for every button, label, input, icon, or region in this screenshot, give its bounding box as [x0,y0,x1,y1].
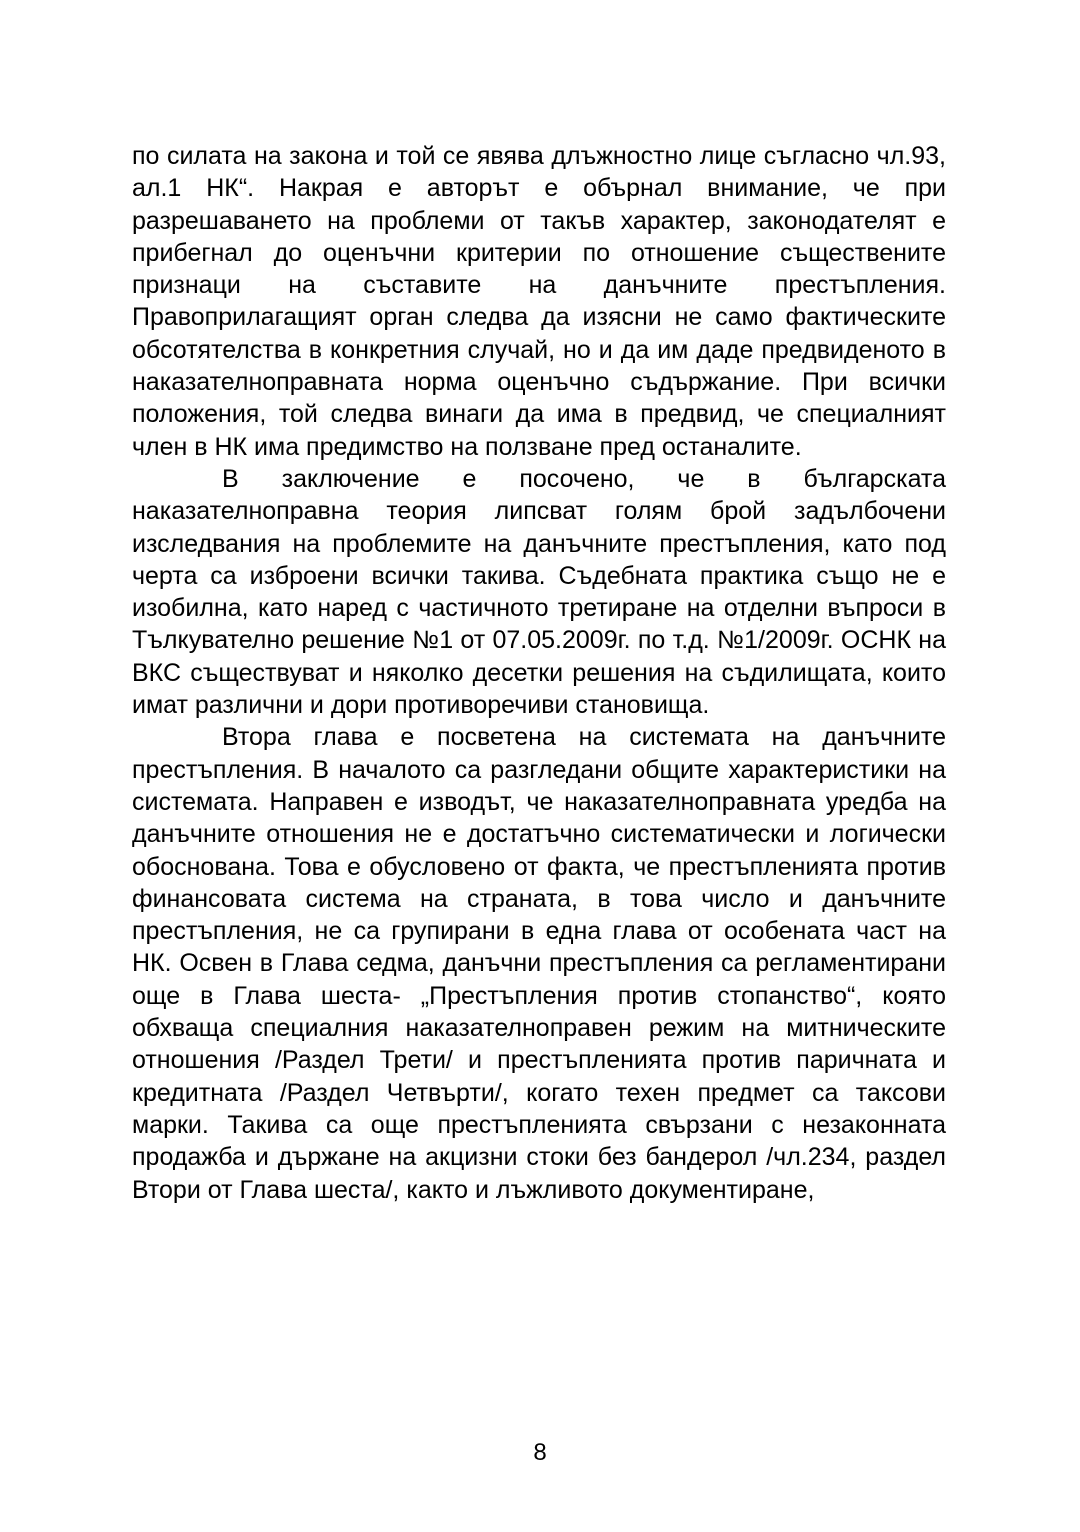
document-body [132,140,946,1206]
page-number: 8 [533,1439,547,1466]
paragraph-3: Втора глава е посветена на системата на данъчните престъпления. В началото са разгледани общите характеристики на системата. Направен е изводът, че наказателноправната уредба на данъчните отношения не е достатъчно систематически и логически обоснована. Това е обусловено от факта, че престъпленията против финансовата система на страната, в това число и данъчните престъпления, не са групирани в една глава от особената част на НК. Освен в Глава седма, данъчни престъпления са регламентирани още в Глава шеста- „Престъпления против стопанство“, която обхваща специалния наказателноправен режим на митническите отношения /Раздел Трети/ и престъпленията против паричната и кредитната /Раздел Четвърти/, когато техен предмет са таксови марки. Такива са още престъпленията свързани с незаконната продажба и държане на акцизни стоки без бандерол /чл.234, раздел Втори от Глава шеста/, както и лъжливото документиране, [132,723,946,1204]
paragraph-1: по силата на закона и той се явява длъжностно лице съгласно чл.93, ал.1 НК“. Накрая е авторът е обърнал внимание, че при разрешаването на проблеми от такъв характер, законодателят е прибегнал до оценъчни критерии по отношение съществените признаци на съставите на данъчните престъпления. Правоприлагащият орган следва да изясни не само фактическите обсотятелства в конкретния случай, но и да им даде предвиденото в наказателноправната норма оценъчно съдържание. При всички положения, той следва винаги да има в предвид, че специалният член в НК има предимство на ползване пред останалите. [132,142,946,461]
paragraph-2: В заключение е посочено, че в българската наказателноправна теория липсват голям брой задълбочени изследвания на проблемите на данъчните престъпления, като под черта са изброени всички такива. Съдебната практика също не е изобилна, като наред с частичното третиране на отделни въпроси в Тълкувателно решение №1 от 07.05.2009г. по т.д. №1/2009г. ОСНК на ВКС съществуват и няколко десетки решения на съдилищата, които имат различни и дори противоречиви становища. [132,464,946,720]
